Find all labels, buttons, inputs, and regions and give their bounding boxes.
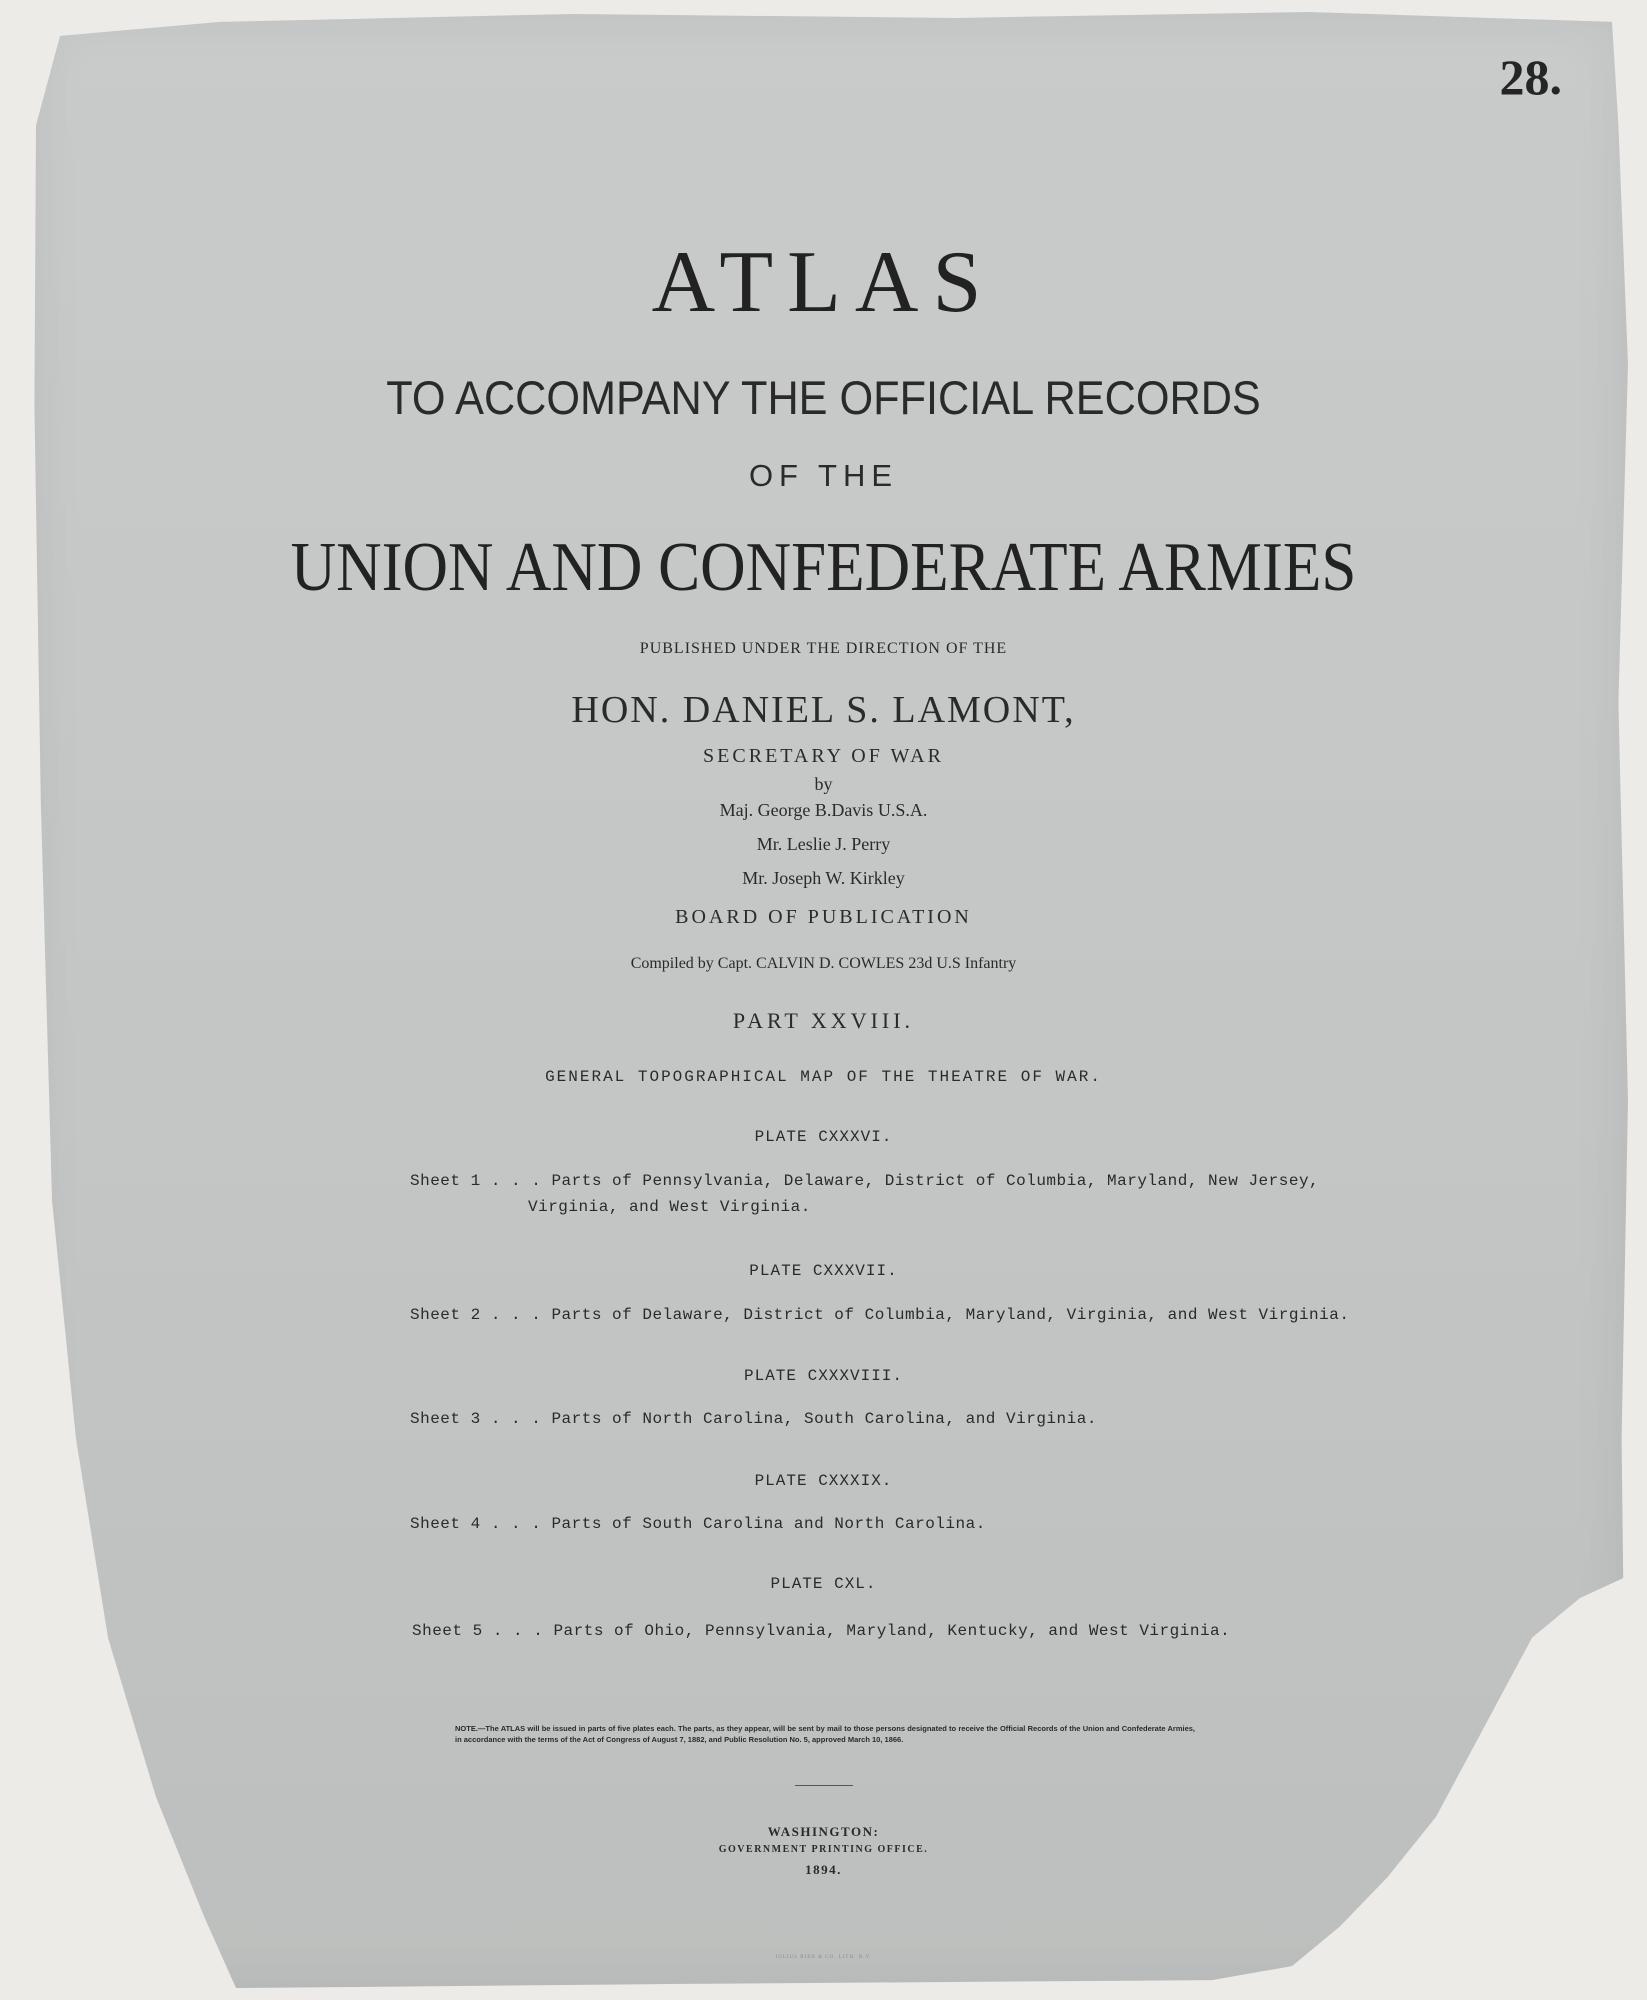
- secretary-title: SECRETARY OF WAR: [703, 745, 944, 767]
- sheet-entry: [410, 1172, 1319, 1216]
- published-under: PUBLISHED UNDER THE DIRECTION OF THE: [639, 640, 1008, 657]
- sheet-description: Parts of Pennsylvania, Delaware, District of Columbia, Maryland, New Jersey,: [551, 1172, 1320, 1190]
- title-armies: UNION AND CONFEDERATE ARMIES: [290, 529, 1357, 606]
- map-title: GENERAL TOPOGRAPHICAL MAP OF THE THEATRE OF WAR.: [545, 1068, 1102, 1086]
- imprint-place: WASHINGTON:: [767, 1824, 880, 1839]
- printer-mark: JULIUS BIEN & CO. LITH. N.Y.: [775, 1955, 872, 1960]
- sheet-description: Parts of Ohio, Pennsylvania, Maryland, Kentucky, and West Virginia.: [553, 1622, 1231, 1640]
- board-member: Maj. George B.Davis U.S.A.: [719, 800, 928, 820]
- divider-rule: [795, 1785, 853, 1786]
- sheet-label: Sheet 4 . . .: [410, 1515, 542, 1533]
- by-word: by: [814, 774, 833, 794]
- sheet-entry: [410, 1410, 1097, 1428]
- plate-label: PLATE CXXXVIII.: [743, 1367, 904, 1385]
- sheet-description: Parts of South Carolina and North Carolina.: [551, 1515, 986, 1533]
- compiled-by: Compiled by Capt. CALVIN D. COWLES 23d U.S Infantry: [630, 955, 1017, 972]
- note-text: NOTE.—The ATLAS will be issued in parts of five plates each. The parts, as they appear, will be sent by mail to those persons designated to receive the Official Records of the Union and Confederate Armies, in accordance with the terms of the Act of Congress of August 7, 1882, and Public Resolution No. 5, approved March 10, 1866.: [455, 1724, 1195, 1744]
- part-number: PART XXVIII.: [732, 1008, 915, 1033]
- title-atlas: ATLAS: [651, 234, 996, 331]
- sheet-label: Sheet 1 . . .: [410, 1172, 542, 1190]
- sheet-label: Sheet 5 . . .: [412, 1622, 544, 1640]
- secretary-name: HON. DANIEL S. LAMONT,: [571, 689, 1076, 731]
- board-title: BOARD OF PUBLICATION: [675, 906, 972, 928]
- sheet-label: Sheet 2 . . .: [410, 1306, 542, 1324]
- plate-label: PLATE CXL.: [770, 1575, 877, 1593]
- sheet-description-continued: Virginia, and West Virginia.: [528, 1198, 811, 1216]
- sheet-entry: [412, 1622, 1230, 1640]
- sheet-label: Sheet 3 . . .: [410, 1410, 542, 1428]
- sheet-entry: [410, 1306, 1349, 1324]
- board-member: Mr. Leslie J. Perry: [756, 834, 891, 854]
- plate-label: PLATE CXXXVI.: [754, 1128, 893, 1146]
- sheet-description: Parts of Delaware, District of Columbia, Maryland, Virginia, and West Virginia.: [551, 1306, 1350, 1324]
- plate-label: PLATE CXXXIX.: [754, 1472, 893, 1490]
- plate-label: PLATE CXXXVII.: [749, 1262, 898, 1280]
- board-member: Mr. Joseph W. Kirkley: [742, 868, 905, 888]
- title-accompany: TO ACCOMPANY THE OFFICIAL RECORDS: [386, 371, 1261, 424]
- title-of-the: OF THE: [748, 458, 899, 493]
- plate-number: 28.: [1499, 49, 1562, 105]
- imprint-year: 1894.: [805, 1862, 842, 1877]
- sheet-entry: [410, 1515, 986, 1533]
- sheet-description: Parts of North Carolina, South Carolina, and Virginia.: [551, 1410, 1097, 1428]
- imprint-publisher: GOVERNMENT PRINTING OFFICE.: [718, 1844, 929, 1855]
